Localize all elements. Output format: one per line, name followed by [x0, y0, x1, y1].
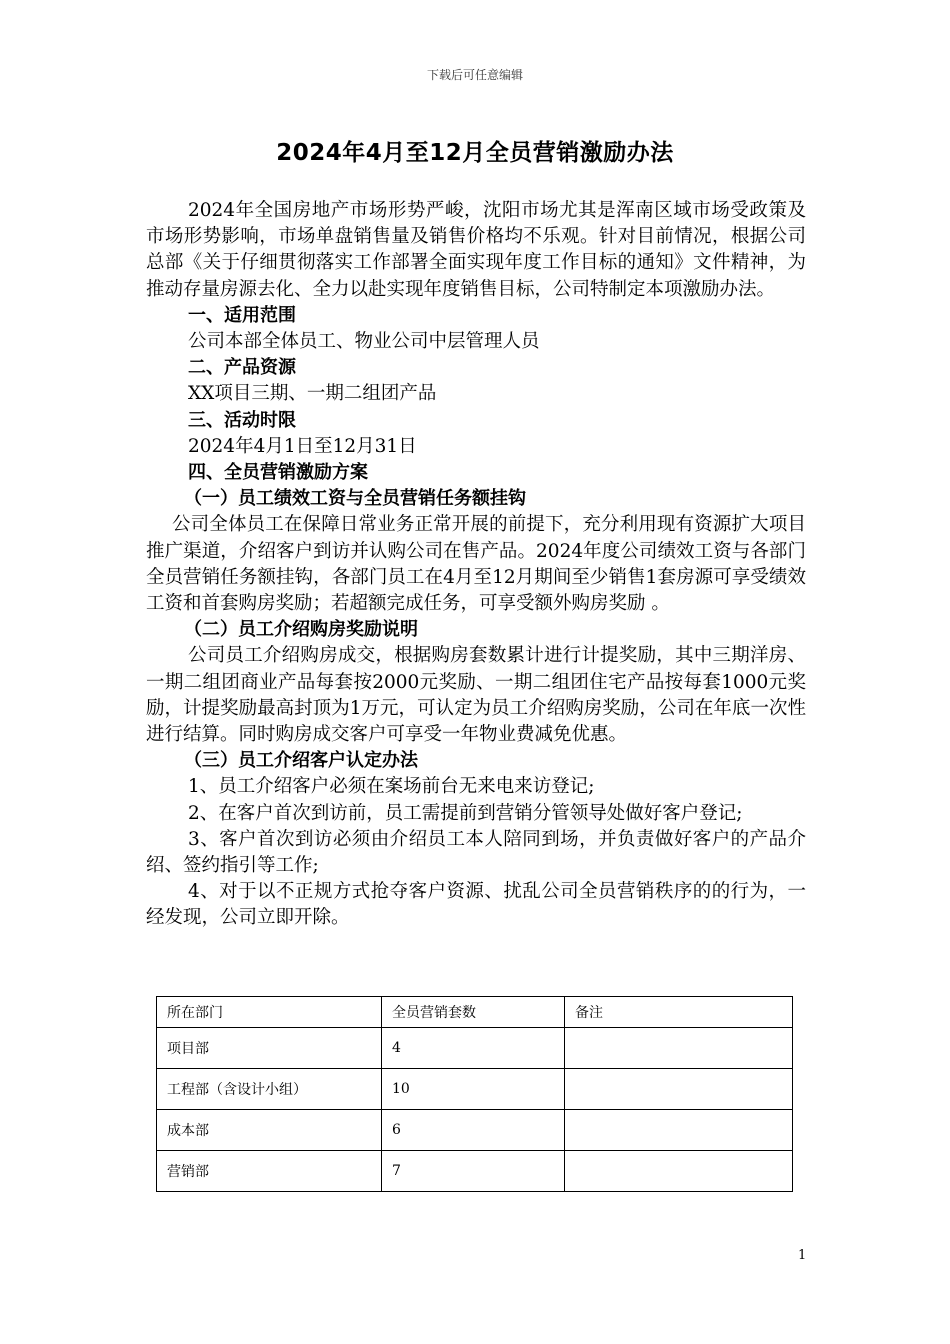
- table-cell: 7: [382, 1151, 565, 1192]
- header-note: 下载后可任意编辑: [426, 68, 523, 82]
- table-row: [157, 1110, 793, 1151]
- table-header-cell: 所在部门: [157, 997, 382, 1028]
- table-row: [157, 1069, 793, 1110]
- table-cell: 营销部: [157, 1151, 382, 1192]
- table-cell: [565, 1069, 793, 1110]
- section-3-text: 2024年4月1日至12月31日: [188, 435, 417, 457]
- page-number: 1: [798, 1248, 807, 1263]
- table-cell: [565, 1028, 793, 1069]
- table-header-cell: 全员营销套数: [382, 997, 565, 1028]
- table-row: [157, 1028, 793, 1069]
- section-2-heading: 二、产品资源: [188, 357, 296, 379]
- document-body: [146, 198, 806, 932]
- table-cell: 工程部（含设计小组）: [157, 1069, 382, 1110]
- section-1-text: 公司本部全体员工、物业公司中层管理人员: [188, 331, 540, 353]
- section-1-heading: 一、适用范围: [188, 304, 296, 326]
- rule-item: 2、在客户首次到访前，员工需提前到营销分管领导处做好客户登记;: [188, 802, 743, 824]
- table-cell: 4: [382, 1028, 565, 1069]
- table-cell: 10: [382, 1069, 565, 1110]
- section-4-heading: 四、全员营销激励方案: [188, 462, 368, 484]
- table-header-cell: 备注: [565, 997, 793, 1028]
- rule-item: 1、员工介绍客户必须在案场前台无来电来访登记;: [188, 776, 595, 798]
- subsection-3-heading: （三）员工介绍客户认定办法: [184, 750, 418, 772]
- rule-item: 4、对于以不正规方式抢夺客户资源、扰乱公司全员营销秩序的的行为，一经发现，公司立即开除。: [146, 881, 806, 929]
- subsection-1-heading: （一）员工绩效工资与全员营销任务额挂钩: [184, 488, 526, 510]
- table-header-row: [157, 997, 793, 1028]
- intro-paragraph: 2024年全国房地产市场形势严峻，沈阳市场尤其是浑南区域市场受政策及市场形势影响，市场单盘销售量及销售价格均不乐观。针对目前情况，根据公司总部《关于仔细贯彻落实工作部署全面实现年度工作目标的通知》文件精神，为推动存量房源去化、全力以赴实现年度销售目标，公司特制定本项激励办法。: [146, 200, 806, 300]
- table-cell: 项目部: [157, 1028, 382, 1069]
- subsection-2-heading: （二）员工介绍购房奖励说明: [184, 619, 418, 641]
- table-cell: [565, 1151, 793, 1192]
- subsection-2-text: 公司员工介绍购房成交，根据购房套数累计进行计提奖励，其中三期洋房、一期二组团商业产品每套按2000元奖励、一期二组团住宅产品按每套1000元奖励，计提奖励最高封顶为1万元，可认定为员工介绍购房奖励，公司在年底一次性进行结算。同时购房成交客户可享受一年物业费减免优惠。: [146, 645, 806, 746]
- department-quota-table: [156, 996, 793, 1192]
- table-cell: 成本部: [157, 1110, 382, 1151]
- table-row: [157, 1151, 793, 1192]
- table-cell: 6: [382, 1110, 565, 1151]
- section-3-heading: 三、活动时限: [188, 409, 296, 431]
- table-cell: [565, 1110, 793, 1151]
- document-title: 2024年4月至12月全员营销激励办法: [276, 140, 674, 166]
- subsection-1-text: 公司全体员工在保障日常业务正常开展的前提下，充分利用现有资源扩大项目推广渠道，介绍客户到访并认购公司在售产品。2024年度公司绩效工资与各部门全员营销任务额挂钩，各部门员工在4月至12月期间至少销售1套房源可享受绩效工资和首套购房奖励；若超额完成任务，可享受额外购房奖励 。: [146, 514, 806, 615]
- section-2-text: XX项目三期、一期二组团产品: [188, 383, 437, 405]
- rule-item: 3、客户首次到访必须由介绍员工本人陪同到场，并负责做好客户的产品介绍、签约指引等工作;: [146, 828, 806, 877]
